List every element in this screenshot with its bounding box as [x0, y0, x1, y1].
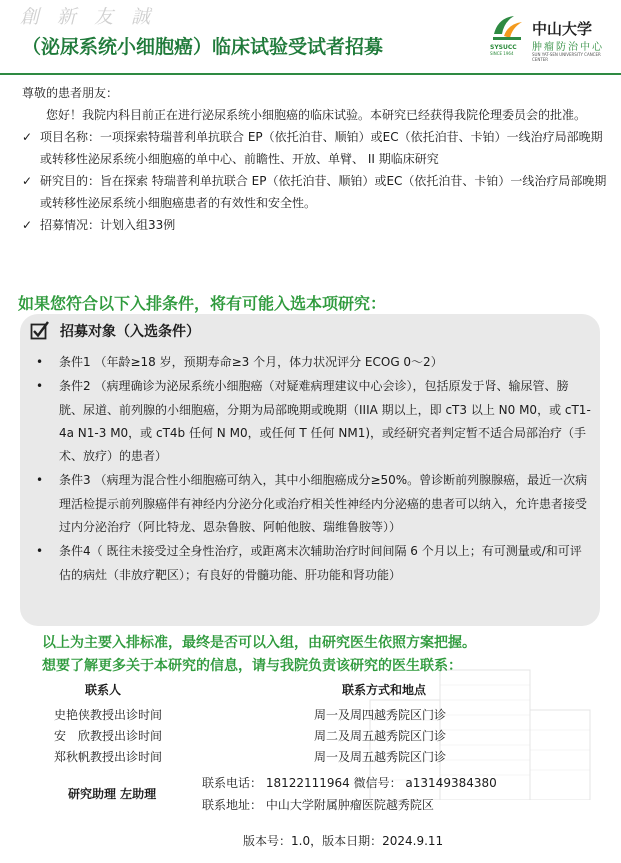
- contact-header-info: 联系方式和地点: [342, 683, 427, 697]
- check-item-enrollment: [22, 214, 607, 236]
- criteria-item: [36, 351, 592, 374]
- note-selection: 以上为主要入排标准，最终是否可以入组，由研究医生依照方案把握。: [42, 635, 476, 651]
- contact-phone: 联系电话： 18122111964 微信号： a13149384380: [202, 776, 497, 790]
- check-item-text: 项目名称：一项探索特瑞普利单抗联合 EP（依托泊苷、顺铂）或EC（依托泊苷、卡铂）一线治疗局部晚期或转移性泌尿系统小细胞癌的单中心、前瞻性、开放、单臂、 II 期临床研究: [40, 130, 603, 166]
- calligraphy-watermark: 創 新 友 誠: [20, 6, 157, 28]
- page-title: （泌尿系统小细胞癌）临床试验受试者招募: [22, 36, 384, 58]
- eligibility-banner: 如果您符合以下入排条件，将有可能入选本项研究：: [18, 294, 387, 313]
- criteria-list: [36, 351, 592, 588]
- criteria-title: 招募对象（入选条件）: [60, 324, 200, 340]
- logo-since: SINCE 1964: [490, 51, 514, 56]
- contact-row-info: 周一及周四越秀院区门诊: [314, 708, 447, 722]
- intro-section: [22, 82, 607, 236]
- contact-row-info: 周二及周五越秀院区门诊: [314, 729, 447, 743]
- criteria-item: [36, 540, 592, 587]
- check-icon: ✓: [22, 218, 33, 232]
- greeting: 尊敬的患者朋友：: [22, 86, 119, 100]
- check-item-text: 研究目的：旨在探索 特瑞普利单抗联合 EP（依托泊苷、顺铂）或EC（依托泊苷、卡铂）一线治疗局部晚期或转移性泌尿系统小细胞癌患者的有效性和安全性。: [40, 174, 607, 210]
- contact-row-name: 史艳侠教授出诊时间: [54, 708, 163, 722]
- check-item-text: 招募情况：计划入组33例: [40, 218, 176, 232]
- criteria-item-text: 条件4（ 既往未接受过全身性治疗，或距离末次辅助治疗时间间隔 6 个月以上；有可测量或/和可评估的病灶（非放疗靶区）；有良好的骨髓功能、肝功能和肾功能）: [59, 544, 582, 582]
- logo-en-name: SUN YAT-SEN UNIVERSITY CANCER CENTER: [532, 52, 601, 62]
- intro-paragraph: 您好！我院内科目前正在进行泌尿系统小细胞癌的临床试验。本研究已经获得我院伦理委员会的批准。: [46, 108, 587, 122]
- contact-row-info: 周一及周五越秀院区门诊: [314, 750, 447, 764]
- check-icon: ✓: [22, 130, 33, 144]
- criteria-item-text: 条件3 （病理为混合性小细胞癌可纳入，其中小细胞癌成分≥50%。曾诊断前列腺腺癌，最近一次病理活检提示前列腺癌伴有神经内分泌分化或治疗相关性神经内分泌癌的患者可以纳入，允许患者接受过内分泌治疗（阿比特龙、恩杂鲁胺、阿帕他胺、瑞维鲁胺等））: [59, 473, 588, 535]
- logo-cn-sub: 肿瘤防治中心: [532, 42, 604, 53]
- criteria-item: [36, 375, 592, 468]
- logo-abbr: SYSUCC: [490, 44, 517, 51]
- checkbox-checked-icon: [30, 320, 50, 340]
- assistant-label: 研究助理 左助理: [68, 787, 157, 801]
- contact-row-name: 郑秋帆教授出诊时间: [54, 750, 163, 764]
- criteria-item-text: 条件2 （病理确诊为泌尿系统小细胞癌（对疑难病理建议中心会诊），包括原发于肾、输尿管、膀胱、尿道、前列腺的小细胞癌，分期为局部晚期或晚期（IIIA 期以上，即 cT3 以上 N0 M0，或 cT1-4a N1-3 M0，或 cT4b 任何 N M0，或任何 T 任何 NM1)，或经研究者判定暂不适合局部治疗（手术、放疗）的患者）: [59, 379, 591, 464]
- sysucc-logo: [490, 14, 610, 62]
- criteria-item: [36, 469, 592, 539]
- contact-row-name: 安 欣教授出诊时间: [54, 729, 163, 743]
- check-item-purpose: [22, 170, 607, 214]
- note-contact: 想要了解更多关于本研究的信息，请与我院负责该研究的医生联系：: [42, 658, 462, 674]
- check-item-project-name: [22, 126, 607, 170]
- criteria-item-text: 条件1 （年龄≥18 岁，预期寿命≥3 个月，体力状况评分 ECOG 0～2）: [59, 355, 443, 369]
- check-icon: ✓: [22, 174, 33, 188]
- bullet-icon: •: [36, 473, 44, 488]
- header-divider: [0, 73, 621, 75]
- sysucc-logo-icon: [490, 14, 524, 44]
- contact-address: 联系地址： 中山大学附属肿瘤医院越秀院区: [202, 798, 434, 812]
- version-footer: 版本号：1.0，版本日期：2024.9.11: [243, 834, 444, 848]
- contact-header-name: 联系人: [85, 683, 122, 697]
- bullet-icon: •: [36, 544, 44, 559]
- bullet-icon: •: [36, 379, 44, 394]
- logo-cn-name: 中山大学: [532, 20, 593, 38]
- bullet-icon: •: [36, 355, 44, 369]
- header: [0, 0, 621, 72]
